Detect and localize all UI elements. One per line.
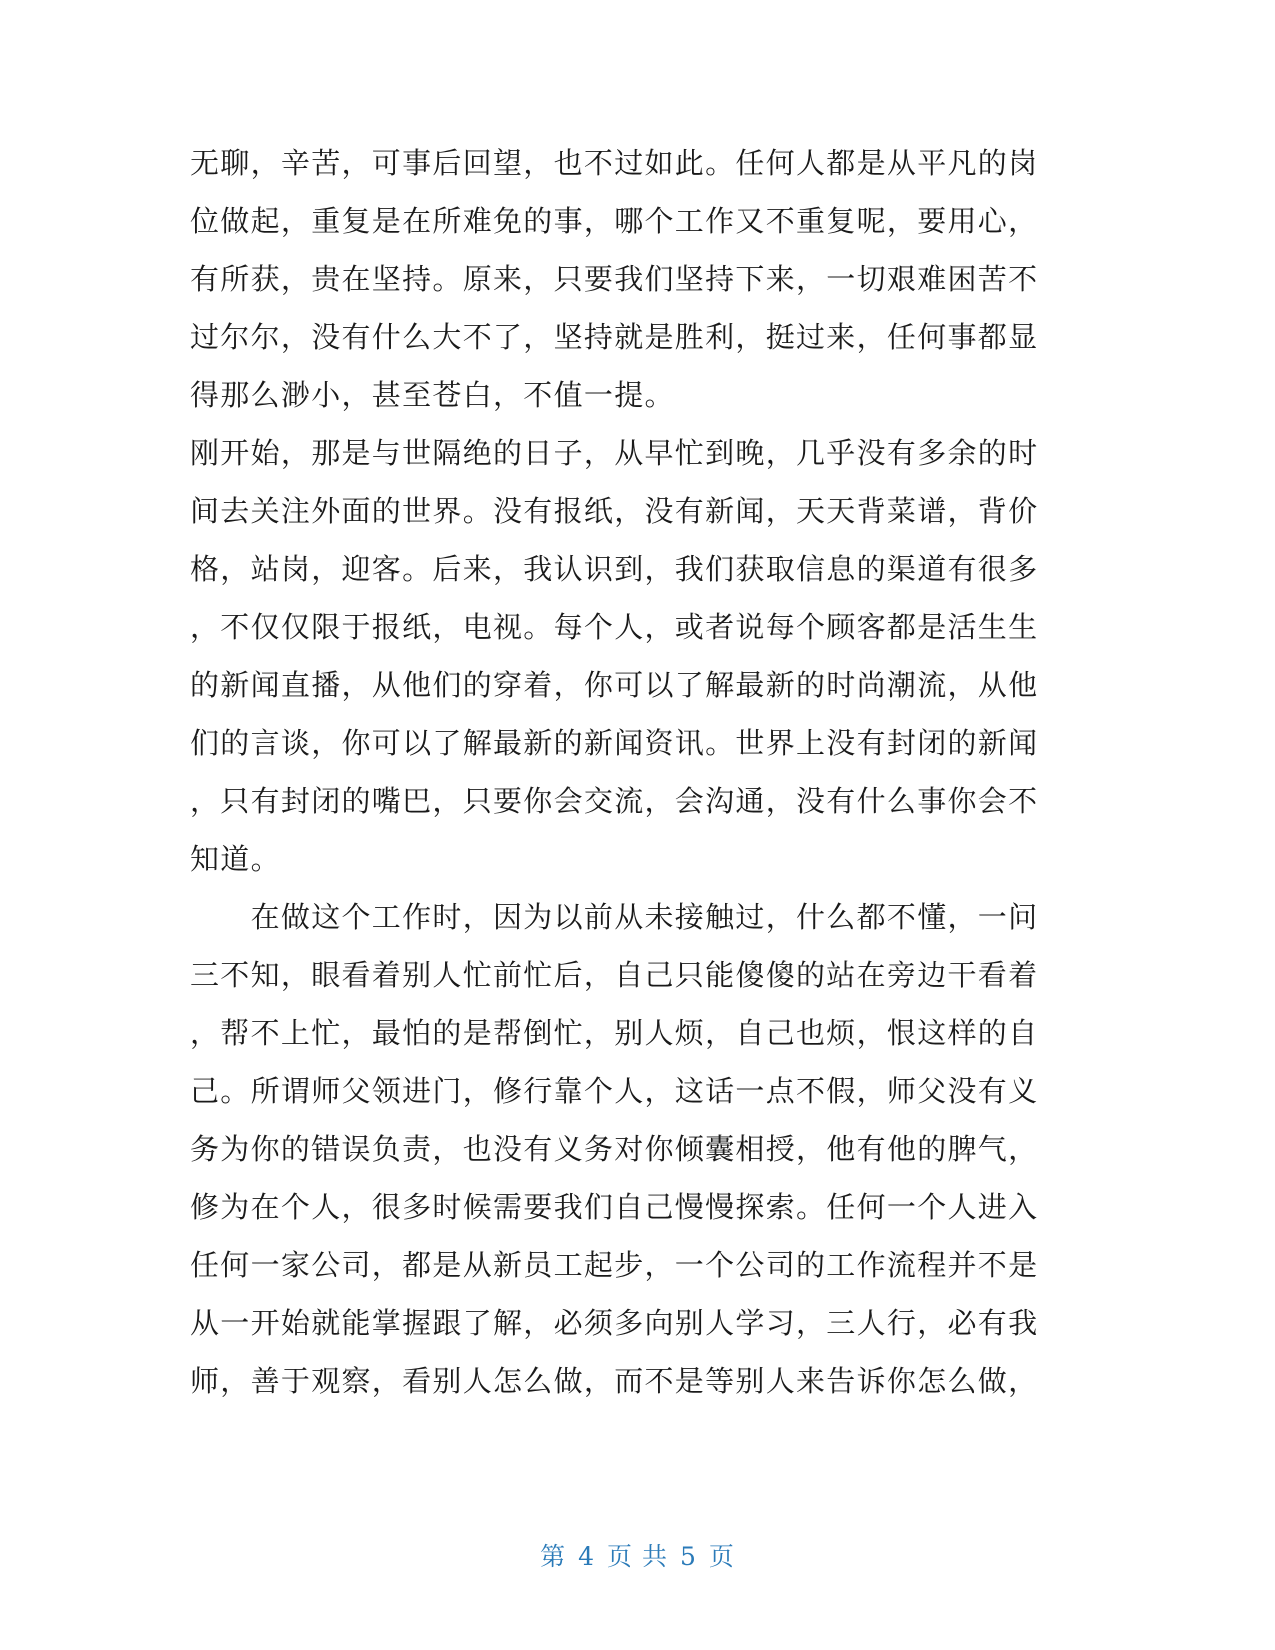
text-line: 刚开始，那是与世隔绝的日子，从早忙到晚，几乎没有多余的时 bbox=[190, 436, 1039, 470]
text-line: 们的言谈，你可以了解最新的新闻资讯。世界上没有封闭的新闻 bbox=[190, 726, 1039, 760]
text-line: 三不知，眼看着别人忙前忙后，自己只能傻傻的站在旁边干看着 bbox=[190, 958, 1039, 992]
text-line: 务为你的错误负责，也没有义务对你倾囊相授，他有他的脾气， bbox=[190, 1132, 1039, 1166]
text-line: 过尔尔，没有什么大不了，坚持就是胜利，挺过来，任何事都显 bbox=[190, 320, 1039, 354]
text-line: 有所获，贵在坚持。原来，只要我们坚持下来，一切艰难困苦不 bbox=[190, 262, 1039, 296]
text-line: ，只有封闭的嘴巴，只要你会交流，会沟通，没有什么事你会不 bbox=[190, 784, 1039, 818]
text-line: ，帮不上忙，最怕的是帮倒忙，别人烦，自己也烦，恨这样的自 bbox=[190, 1016, 1039, 1050]
text-line: 的新闻直播，从他们的穿着，你可以了解最新的时尚潮流，从他 bbox=[190, 668, 1039, 702]
text-line: 得那么渺小，甚至苍白，不值一提。 bbox=[190, 378, 675, 412]
text-line: 从一开始就能掌握跟了解，必须多向别人学习，三人行，必有我 bbox=[190, 1306, 1039, 1340]
text-line: ，不仅仅限于报纸，电视。每个人，或者说每个顾客都是活生生 bbox=[190, 610, 1039, 644]
footer-prefix: 第 bbox=[540, 1542, 567, 1571]
text-line: 师，善于观察，看别人怎么做，而不是等别人来告诉你怎么做， bbox=[190, 1364, 1039, 1398]
text-line: 格，站岗，迎客。后来，我认识到，我们获取信息的渠道有很多 bbox=[190, 552, 1039, 586]
text-line: 修为在个人，很多时候需要我们自己慢慢探索。任何一个人进入 bbox=[190, 1190, 1039, 1224]
footer-suffix: 页 bbox=[708, 1542, 735, 1571]
text-line: 知道。 bbox=[190, 842, 281, 876]
total-page-number: 5 bbox=[679, 1542, 697, 1571]
text-line: 任何一家公司，都是从新员工起步，一个公司的工作流程并不是 bbox=[190, 1248, 1039, 1282]
current-page-number: 4 bbox=[578, 1542, 596, 1571]
text-line: 间去关注外面的世界。没有报纸，没有新闻，天天背菜谱，背价 bbox=[190, 494, 1039, 528]
page-footer bbox=[0, 1541, 1275, 1573]
text-line: 在做这个工作时，因为以前从未接触过，什么都不懂，一问 bbox=[190, 900, 1039, 934]
text-line: 己。所谓师父领进门，修行靠个人，这话一点不假，师父没有义 bbox=[190, 1074, 1039, 1108]
text-line: 位做起，重复是在所难免的事，哪个工作又不重复呢，要用心， bbox=[190, 204, 1039, 238]
text-line: 无聊，辛苦，可事后回望，也不过如此。任何人都是从平凡的岗 bbox=[190, 146, 1039, 180]
footer-middle: 页 共 bbox=[607, 1542, 668, 1571]
